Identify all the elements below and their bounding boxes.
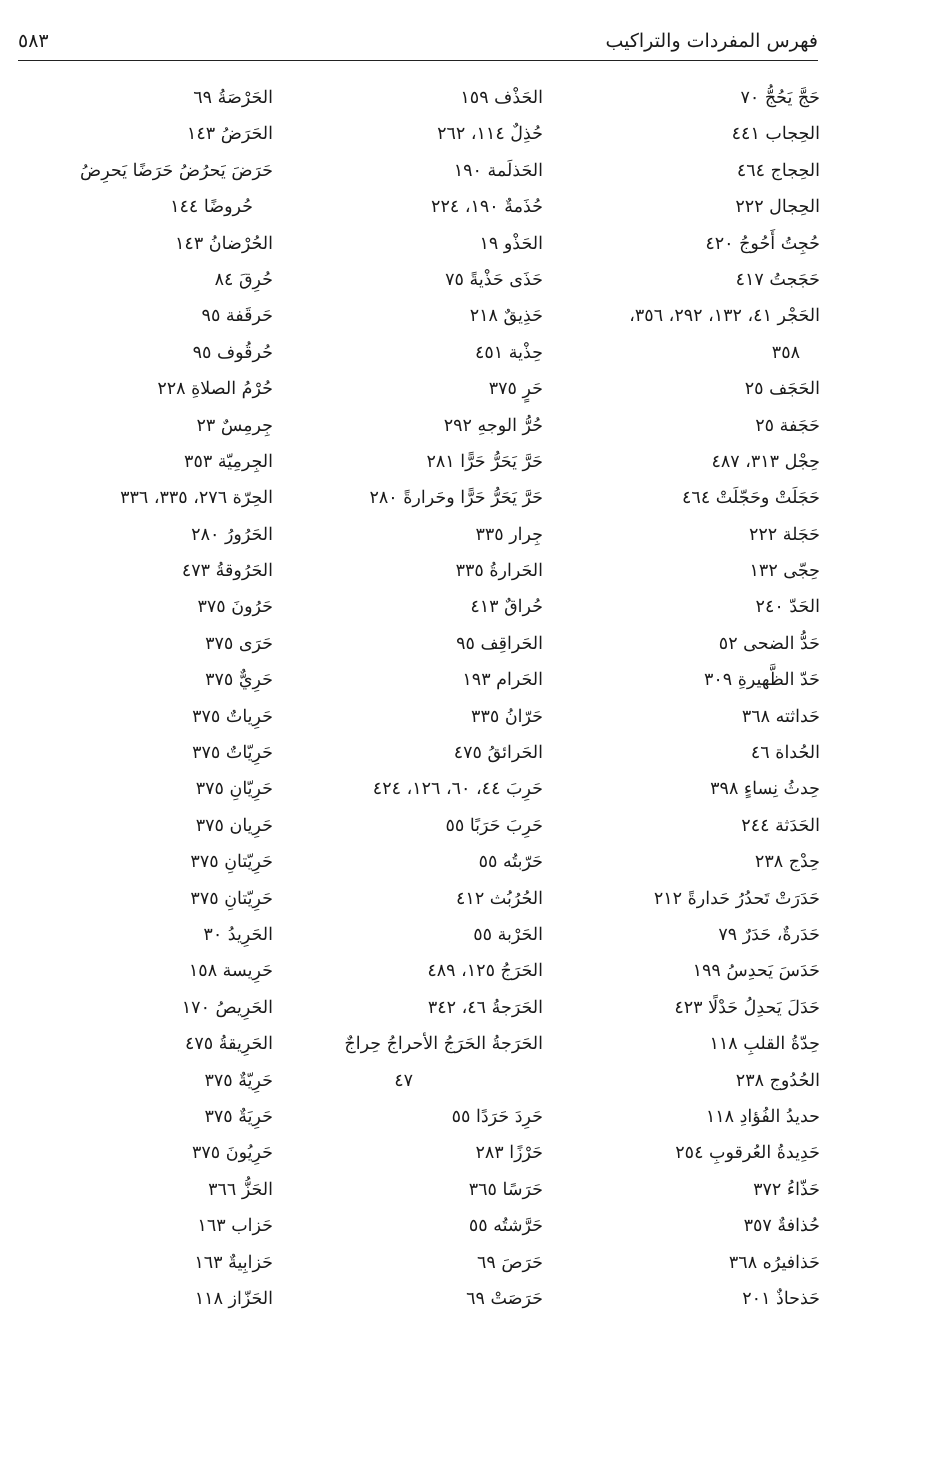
index-entry: الحِجاج ٤٦٤ [736, 160, 820, 181]
index-entry: حَرِيّتانِ ٣٧٥ [190, 888, 273, 909]
index-entry: حَذِيقٌ ٢١٨ [469, 306, 543, 327]
index-entry: حَجَلَتْ وحَجّلَتْ ٤٦٤ [682, 488, 820, 509]
index-entry: الحَدَثة ٢٤٤ [741, 815, 820, 836]
index-entry: حَرَّ يَحَرُّ حَرًّا وحَرارةً ٢٨٠ [369, 488, 543, 509]
index-entry: حُذِلٌ ١١٤، ٢٦٢ [437, 124, 543, 145]
index-entry: حَرِيُونَ ٣٧٥ [191, 1143, 273, 1164]
index-entry: حَرَصَتْ ٦٩ [466, 1288, 543, 1309]
index-entry: جِرمِسٌ ٢٣ [196, 415, 273, 436]
index-entry: الحِرّة ٢٧٦، ٣٣٥، ٣٣٦ [120, 488, 273, 509]
index-entry: الحَرَجُ ١٢٥، ٤٨٩ [427, 961, 543, 982]
index-entry: حَذحاذٌ ٢٠١ [742, 1288, 820, 1309]
index-entry: حَدّ الظَّهيرةِ ٣٠٩ [703, 670, 820, 691]
index-entry: حِذْية ٤٥١ [474, 342, 543, 363]
index-entry: حُذافةٌ ٣٥٧ [743, 1216, 820, 1237]
index-entry: حَرِيان ٣٧٥ [195, 815, 273, 836]
index-entry-continuation: حُروضًا ١٤٤ [170, 197, 253, 218]
index-entry: الحَرام ١٩٣ [462, 670, 543, 691]
index-entry: حُجِتُ أَحُوجُ ٤٢٠ [705, 233, 820, 254]
index-entry: الحَرَجةُ الحَرَجُ الأحراجُ حِراجٌ [344, 1034, 543, 1055]
index-entry: حَدُّ الضحى ٥٢ [718, 633, 820, 654]
index-entry: حُراقٌ ٤١٣ [470, 597, 543, 618]
index-entry: الحَرِيدُ ٣٠ [203, 924, 273, 945]
index-entry: الحَذلَمة ١٩٠ [453, 160, 543, 181]
page-number: ٥٨٣ [18, 30, 49, 52]
index-entry: الحَرُورُ ٢٨٠ [191, 524, 273, 545]
index-entry: الحِجال ٢٢٢ [735, 197, 820, 218]
index-entry: حَجَّ يَحُجُّ ٧٠ [740, 88, 820, 108]
index-entry: حَرِبَ ٤٤، ٦٠، ١٢٦، ٤٢٤ [372, 779, 543, 800]
index-entry: الحُرُبُث ٤١٢ [456, 888, 543, 909]
index-entry: الحُدُوج ٢٣٨ [735, 1070, 820, 1091]
index-entry: الحَرُوقةُ ٤٧٣ [181, 561, 273, 582]
index-entry: حُرْمُ الصلاةِ ٢٢٨ [157, 379, 273, 400]
index-entry: الحَزّاز ١١٨ [194, 1288, 273, 1309]
index-entry: حِدثُ نِساءٍ ٣٩٨ [710, 779, 820, 800]
index-entry: حَرِيسة ١٥٨ [188, 961, 273, 982]
index-entry: الحَرائقُ ٤٧٥ [453, 743, 543, 764]
index-entry: حَرِيّاتٌ ٣٧٥ [192, 743, 273, 764]
index-entry: حَزاب ١٦٣ [197, 1216, 273, 1237]
index-entry: الحُداة ٤٦ [750, 743, 820, 764]
index-entry: حُذَمةٌ ١٩٠، ٢٢٤ [431, 197, 543, 218]
index-entry: الحَرْصَةُ ٦٩ [193, 88, 273, 108]
index-entry: حَرٍ ٣٧٥ [488, 379, 543, 400]
index-entry: حَرِيّةٌ ٣٧٥ [204, 1070, 273, 1091]
index-entry: حَرِدَ حَرَدًا ٥٥ [451, 1106, 543, 1127]
running-title: فهرس المفردات والتراكيب [605, 30, 818, 52]
index-entry: الحَرَضُ ١٤٣ [186, 124, 273, 145]
index-entry: حَرَّشتُه ٥٥ [468, 1216, 543, 1237]
index-entry: الجِرمِيّة ٣٥٣ [184, 451, 273, 472]
index-entry: حَجَجتُ ٤١٧ [735, 269, 820, 290]
index-entry: الحَذْف ١٥٩ [460, 88, 543, 108]
index-entry: جِرار ٣٣٥ [475, 524, 543, 545]
index-entry: حَرَّ يَحَرُّ حَرًّا ٢٨١ [426, 451, 543, 472]
index-entry: حديدُ الفُؤادِ ١١٨ [705, 1106, 820, 1127]
index-entry: حَزابِيةٌ ١٦٣ [194, 1252, 273, 1273]
index-entry: حَذافيرُه ٣٦٨ [728, 1252, 820, 1273]
page-header [18, 28, 818, 61]
index-entry: الحَذْو ١٩ [479, 233, 543, 254]
index-entry: حِجْل ٣١٣، ٤٨٧ [711, 451, 820, 472]
index-entry: حَرِيّتانِ ٣٧٥ [190, 852, 273, 873]
index-entry: حَرَضَ يَحرُضُ حَرَضًا يَحرِضُ [80, 160, 273, 181]
index-entry: حَدَرَتْ تَحدُرُ حَدارةً ٢١٢ [653, 888, 820, 909]
index-entry: حَدَلَ يَحدِلُ حَدْلًا ٤٢٣ [674, 997, 820, 1018]
index-entry: حَرُونَ ٣٧٥ [197, 597, 273, 618]
index-entry: حُرُّ الوجهِ ٢٩٢ [443, 415, 543, 436]
index-entry: الحَرَجةُ ٤٦، ٣٤٢ [427, 997, 543, 1018]
index-entry: الحَرِيقةُ ٤٧٥ [184, 1034, 273, 1055]
index-entry-continuation: ٤٧ [394, 1070, 413, 1091]
index-entry: الحَرارةُ ٣٣٥ [455, 561, 543, 582]
index-column-right [520, 80, 820, 1317]
index-entry: حَداثته ٣٦٨ [741, 706, 820, 727]
index-entry: الحَزُّ ٣٦٦ [208, 1179, 273, 1200]
index-entry: حَرِياتٌ ٣٧٥ [192, 706, 273, 727]
index-entry: حَجَفة ٢٥ [755, 415, 820, 436]
index-entry: حَرقَفة ٩٥ [201, 306, 273, 327]
index-entry: الحَجْر ٤١، ١٣٢، ٢٩٢، ٣٥٦، [629, 306, 820, 327]
index-entry: حِجّى ١٣٢ [749, 561, 820, 582]
index-entry: الحَرِيصُ ١٧٠ [181, 997, 273, 1018]
index-entry: حُرقُوف ٩٥ [192, 342, 273, 363]
index-entry: حَرَى ٣٧٥ [205, 633, 273, 654]
index-entry: حِدّةُ القلبِ ١١٨ [709, 1034, 820, 1055]
index-entry: الحَدّ ٢٤٠ [755, 597, 820, 618]
index-entry: حَرِبَ حَرَبًا ٥٥ [445, 815, 543, 836]
index-entry: حَرَسًا ٣٦٥ [468, 1179, 543, 1200]
index-entry: الحِجاب ٤٤١ [731, 124, 820, 145]
index-entry: الحُرْضانُ ١٤٣ [175, 233, 273, 254]
index-entry: حَرْزًا ٢٨٣ [475, 1143, 543, 1164]
index-entry: حَدَرةٌ، حَدَرٌ ٧٩ [718, 924, 820, 945]
index-entry: حِدْج ٢٣٨ [754, 852, 820, 873]
index-entry: حَرِيٌّ ٣٧٥ [205, 670, 273, 691]
index-column-middle [243, 80, 543, 1317]
index-entry: حُرِقَ ٨٤ [214, 269, 273, 290]
index-entry: حَدَسَ يَحدِسُ ١٩٩ [692, 961, 820, 982]
index-entry: الحَجَف ٢٥ [744, 379, 820, 400]
index-entry: حَدِيدةُ العُرقوبِ ٢٥٤ [675, 1143, 820, 1164]
index-entry: حَرّانُ ٣٣٥ [471, 706, 543, 727]
index-entry: حَرِيَةٌ ٣٧٥ [204, 1106, 273, 1127]
index-entry: حَجَلة ٢٢٢ [748, 524, 820, 545]
index-entry: الحَرْبة ٥٥ [473, 924, 543, 945]
index-entry: حَذّاءُ ٣٧٢ [753, 1179, 820, 1200]
index-entry: حَذَى حَذْيةً ٧٥ [445, 269, 543, 290]
index-entry-continuation: ٣٥٨ [771, 342, 800, 363]
index-entry: حَرّبتُه ٥٥ [478, 852, 543, 873]
index-entry: الحَراقِف ٩٥ [456, 633, 543, 654]
index-column-left [0, 80, 273, 1317]
index-entry: حَرَصَ ٦٩ [476, 1252, 543, 1273]
index-entry: حَرِيّانِ ٣٧٥ [195, 779, 273, 800]
